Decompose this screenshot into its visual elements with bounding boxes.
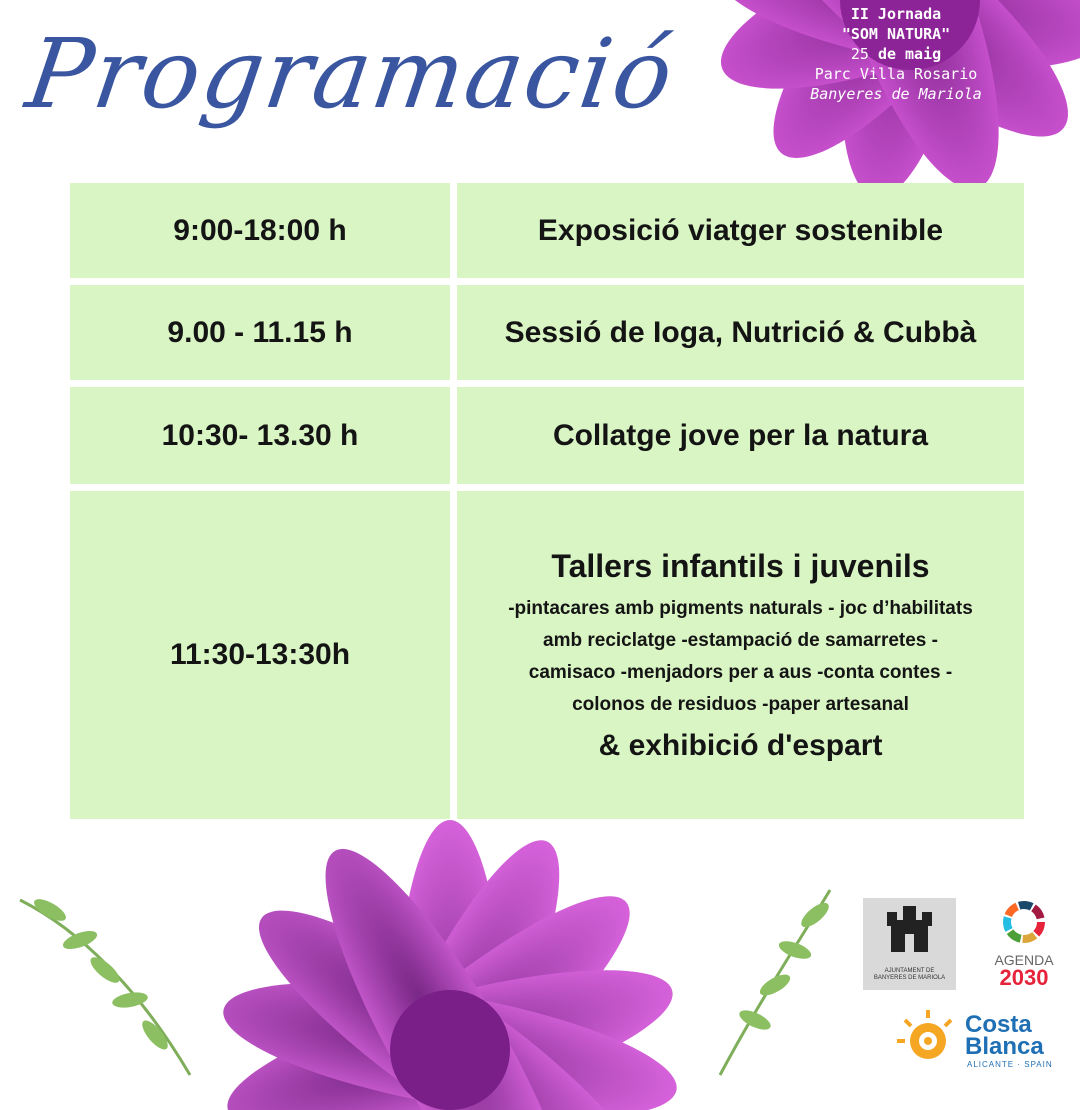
schedule-row bbox=[70, 387, 1024, 484]
ajuntament-text-2: BANYERES DE MARIOLA bbox=[873, 975, 946, 981]
ajuntament-logo bbox=[863, 898, 956, 990]
costa-blanca-logo bbox=[895, 1008, 1055, 1070]
schedule-activity: Sessió de Ioga, Nutrició & Cubbà bbox=[457, 285, 1024, 380]
sdg-wheel-icon bbox=[1002, 900, 1046, 944]
schedule-time: 9:00-18:00 h bbox=[70, 183, 450, 278]
schedule-time: 11:30-13:30h bbox=[70, 491, 450, 819]
page-title: Programació bbox=[20, 18, 682, 130]
ajuntament-text-1: AJUNTAMENT DE bbox=[884, 968, 935, 974]
blanca-text: Blanca bbox=[965, 1033, 1044, 1060]
event-name: "SOM NATURA" bbox=[841, 25, 951, 43]
schedule-row bbox=[70, 491, 1024, 819]
castle-crest-icon bbox=[863, 898, 956, 968]
event-venue: Parc Villa Rosario bbox=[814, 65, 978, 83]
costa-text: Costa bbox=[965, 1011, 1032, 1038]
event-date-day: 25 bbox=[850, 45, 869, 63]
schedule-row bbox=[70, 183, 1024, 278]
event-town: Banyeres de Mariola bbox=[810, 85, 982, 103]
schedule-table bbox=[70, 183, 1024, 826]
schedule-time: 9.00 - 11.15 h bbox=[70, 285, 450, 380]
workshop-detail-line: colonos de residuos -paper artesanal bbox=[572, 693, 909, 715]
agenda-year: 2030 bbox=[999, 965, 1049, 990]
workshop-title: Tallers infantils i juvenils bbox=[551, 547, 930, 584]
event-date-month: de maig bbox=[877, 45, 942, 63]
schedule-row bbox=[70, 285, 1024, 380]
schedule-activity: Collatge jove per la natura bbox=[457, 387, 1024, 484]
ajuntament-logo-text bbox=[863, 968, 956, 982]
workshop-extra: & exhibició d'espart bbox=[598, 728, 883, 762]
schedule-time: 10:30- 13.30 h bbox=[70, 387, 450, 484]
event-date bbox=[776, 44, 1016, 64]
schedule-activity bbox=[457, 491, 1024, 819]
event-info bbox=[776, 4, 1016, 104]
alicante-text: ALICANTE · SPAIN bbox=[967, 1060, 1053, 1069]
sun-swirl-icon bbox=[895, 1008, 961, 1070]
workshop-detail-line: amb reciclatge -estampació de samarretes - bbox=[543, 629, 938, 651]
workshop-detail-line: camisaco -menjadors per a aus -conta contes - bbox=[528, 661, 953, 683]
event-edition: II Jornada bbox=[850, 5, 942, 23]
agenda-2030-logo bbox=[988, 900, 1060, 992]
dahlia-flower-bottom-image bbox=[150, 810, 750, 1110]
workshop-detail-line: -pintacares amb pigments naturals - joc d’habilitats bbox=[508, 597, 973, 619]
schedule-activity: Exposició viatger sostenible bbox=[457, 183, 1024, 278]
agenda-label: AGENDA bbox=[994, 952, 1054, 968]
